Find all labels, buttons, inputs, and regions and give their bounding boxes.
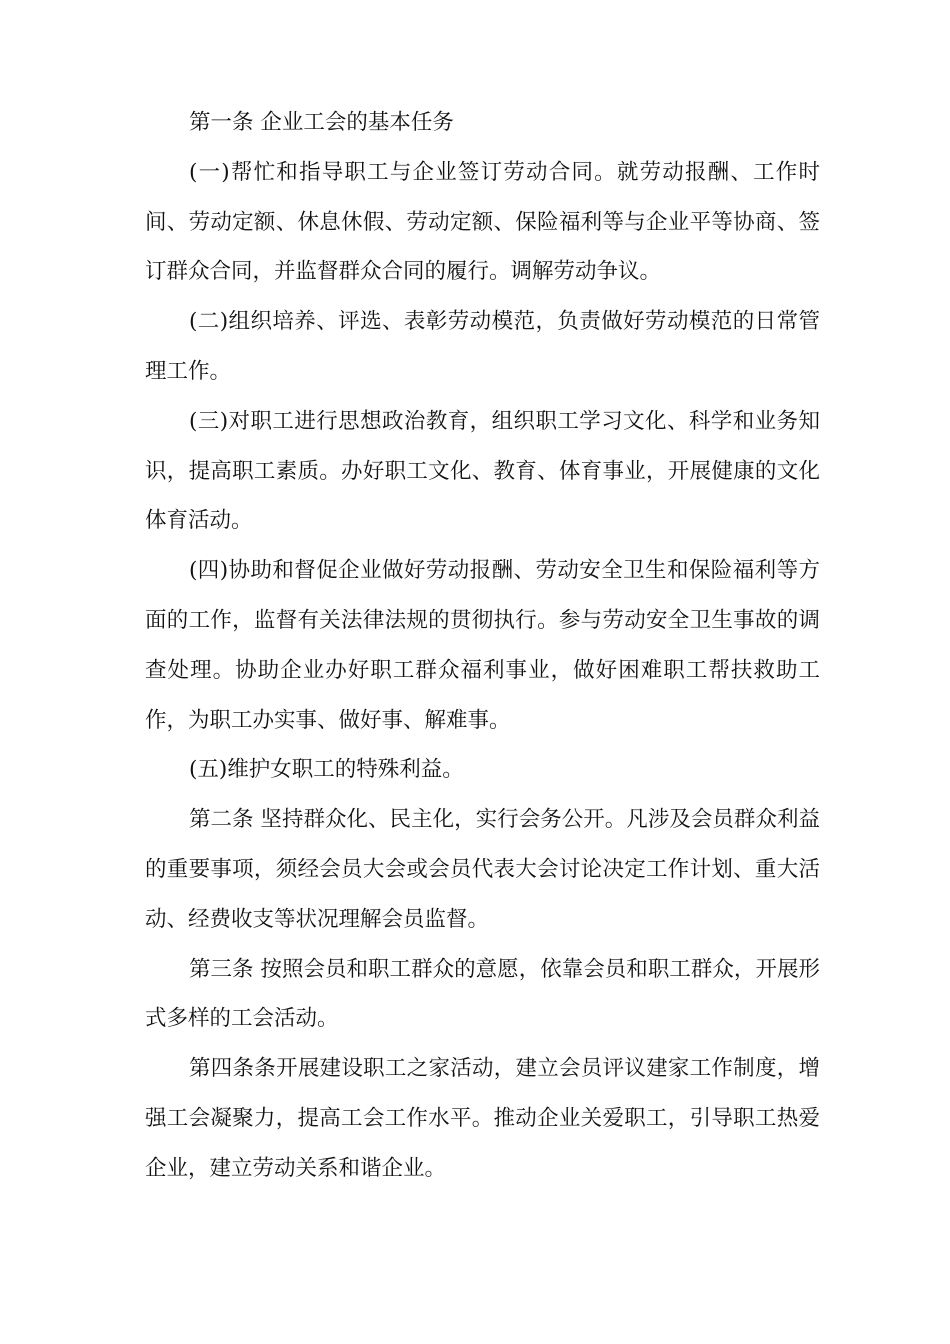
article-1-item-2: (二)组织培养、评选、表彰劳动模范，负责做好劳动模范的日常管理工作。 bbox=[145, 309, 820, 384]
article-1-heading: 第一条 企业工会的基本任务 bbox=[189, 110, 454, 135]
article-1-item-5: (五)维护女职工的特殊利益。 bbox=[189, 757, 464, 783]
article-4-paragraph: 第四条条开展建设职工之家活动，建立会员评议建家工作制度，增强工会凝聚力，提高工会工作水平。推动企业关爱职工，引导职工热爱企业，建立劳动关系和谐企业。 bbox=[145, 1056, 820, 1181]
article-2-paragraph: 第二条 坚持群众化、民主化，实行会务公开。凡涉及会员群众利益的重要事项，须经会员大会或会员代表大会讨论决定工作计划、重大活动、经费收支等状况理解会员监督。 bbox=[145, 807, 820, 932]
article-1-item-1: (一)帮忙和指导职工与企业签订劳动合同。就劳动报酬、工作时间、劳动定额、休息休假、劳动定额、保险福利等与企业平等协商、签订群众合同，并监督群众合同的履行。调解劳动争议。 bbox=[145, 159, 820, 285]
article-1-item-3: (三)对职工进行思想政治教育，组织职工学习文化、科学和业务知识，提高职工素质。办好职工文化、教育、体育事业，开展健康的文化体育活动。 bbox=[145, 408, 820, 534]
article-3-paragraph: 第三条 按照会员和职工群众的意愿，依靠会员和职工群众，开展形式多样的工会活动。 bbox=[145, 956, 820, 1032]
document-body bbox=[145, 98, 820, 1194]
article-1-item-4: (四)协助和督促企业做好劳动报酬、劳动安全卫生和保险福利等方面的工作，监督有关法律法规的贯彻执行。参与劳动安全卫生事故的调查处理。协助企业办好职工群众福利事业，做好困难职工帮扶救助工作，为职工办实事、做好事、解难事。 bbox=[145, 558, 820, 733]
